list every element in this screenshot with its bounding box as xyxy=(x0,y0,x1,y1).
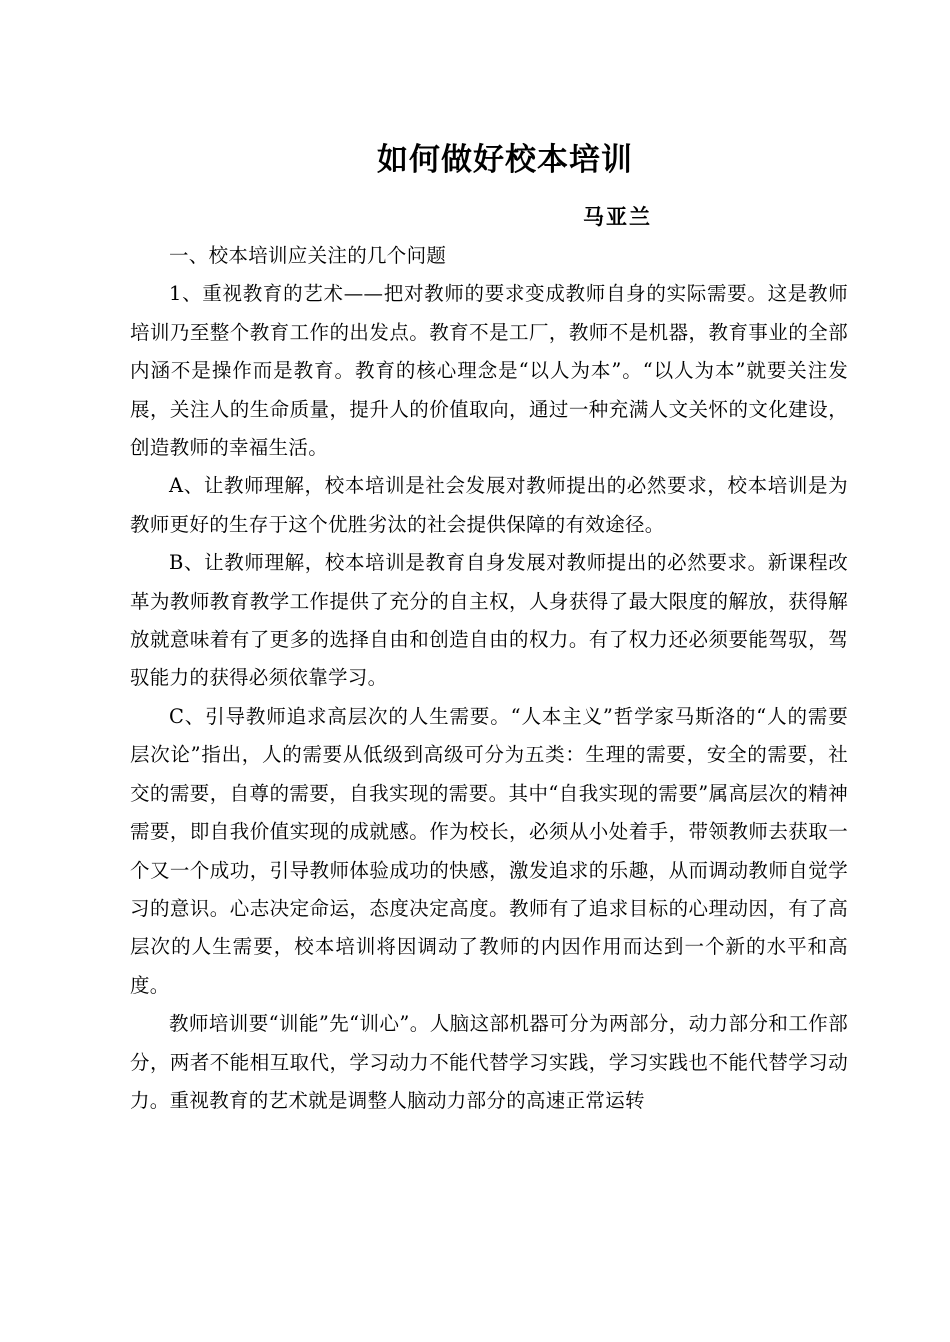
paragraph-c: C、引导教师追求高层次的人生需要。“人本主义”哲学家马斯洛的“人的需要层次论”指出，人的需要从低级到高级可分为五类：生理的需要，安全的需要，社交的需要，自尊的需要，自我实现的需要。其中“自我实现的需要”属高层次的精神需要，即自我价值实现的成就感。作为校长，必须从小处着手，带领教师去获取一个又一个成功，引导教师体验成功的快感，激发追求的乐趣，从而调动教师自觉学习的意识。心志决定命运，态度决定高度。教师有了追求目标的心理动因，有了高层次的人生需要，校本培训将因调动了教师的内因作用而达到一个新的水平和高度。 xyxy=(130,704,848,997)
paragraph-a: A、让教师理解，校本培训是社会发展对教师提出的必然要求，校本培训是为教师更好的生存于这个优胜劣汰的社会提供保障的有效途径。 xyxy=(130,474,848,536)
paragraph-b: B、让教师理解，校本培训是教育自身发展对教师提出的必然要求。新课程改革为教师教育教学工作提供了充分的自主权，人身获得了最大限度的解放，获得解放就意味着有了更多的选择自由和创造自由的权力。有了权力还必须要能驾驭，驾驭能力的获得必须依靠学习。 xyxy=(130,551,848,690)
document-title: 如何做好校本培训 xyxy=(377,142,633,178)
author-name: 马亚兰 xyxy=(583,204,652,229)
paragraph-training: 教师培训要“训能”先“训心”。人脑这部机器可分为两部分，动力部分和工作部分，两者不能相互取代，学习动力不能代替学习实践，学习实践也不能代替学习动力。重视教育的艺术就是调整人脑动力部分的高速正常运转 xyxy=(130,1012,848,1112)
section-heading: 一、校本培训应关注的几个问题 xyxy=(169,244,447,267)
paragraph-1: 1、重视教育的艺术——把对教师的要求变成教师自身的实际需要。这是教师培训乃至整个教育工作的出发点。教育不是工厂，教师不是机器，教育事业的全部内涵不是操作而是教育。教育的核心理念是“以人为本”。“以人为本”就要关注发展，关注人的生命质量，提升人的价值取向，通过一种充满人文关怀的文化建设，创造教师的幸福生活。 xyxy=(130,282,848,460)
document-body xyxy=(130,237,848,1120)
